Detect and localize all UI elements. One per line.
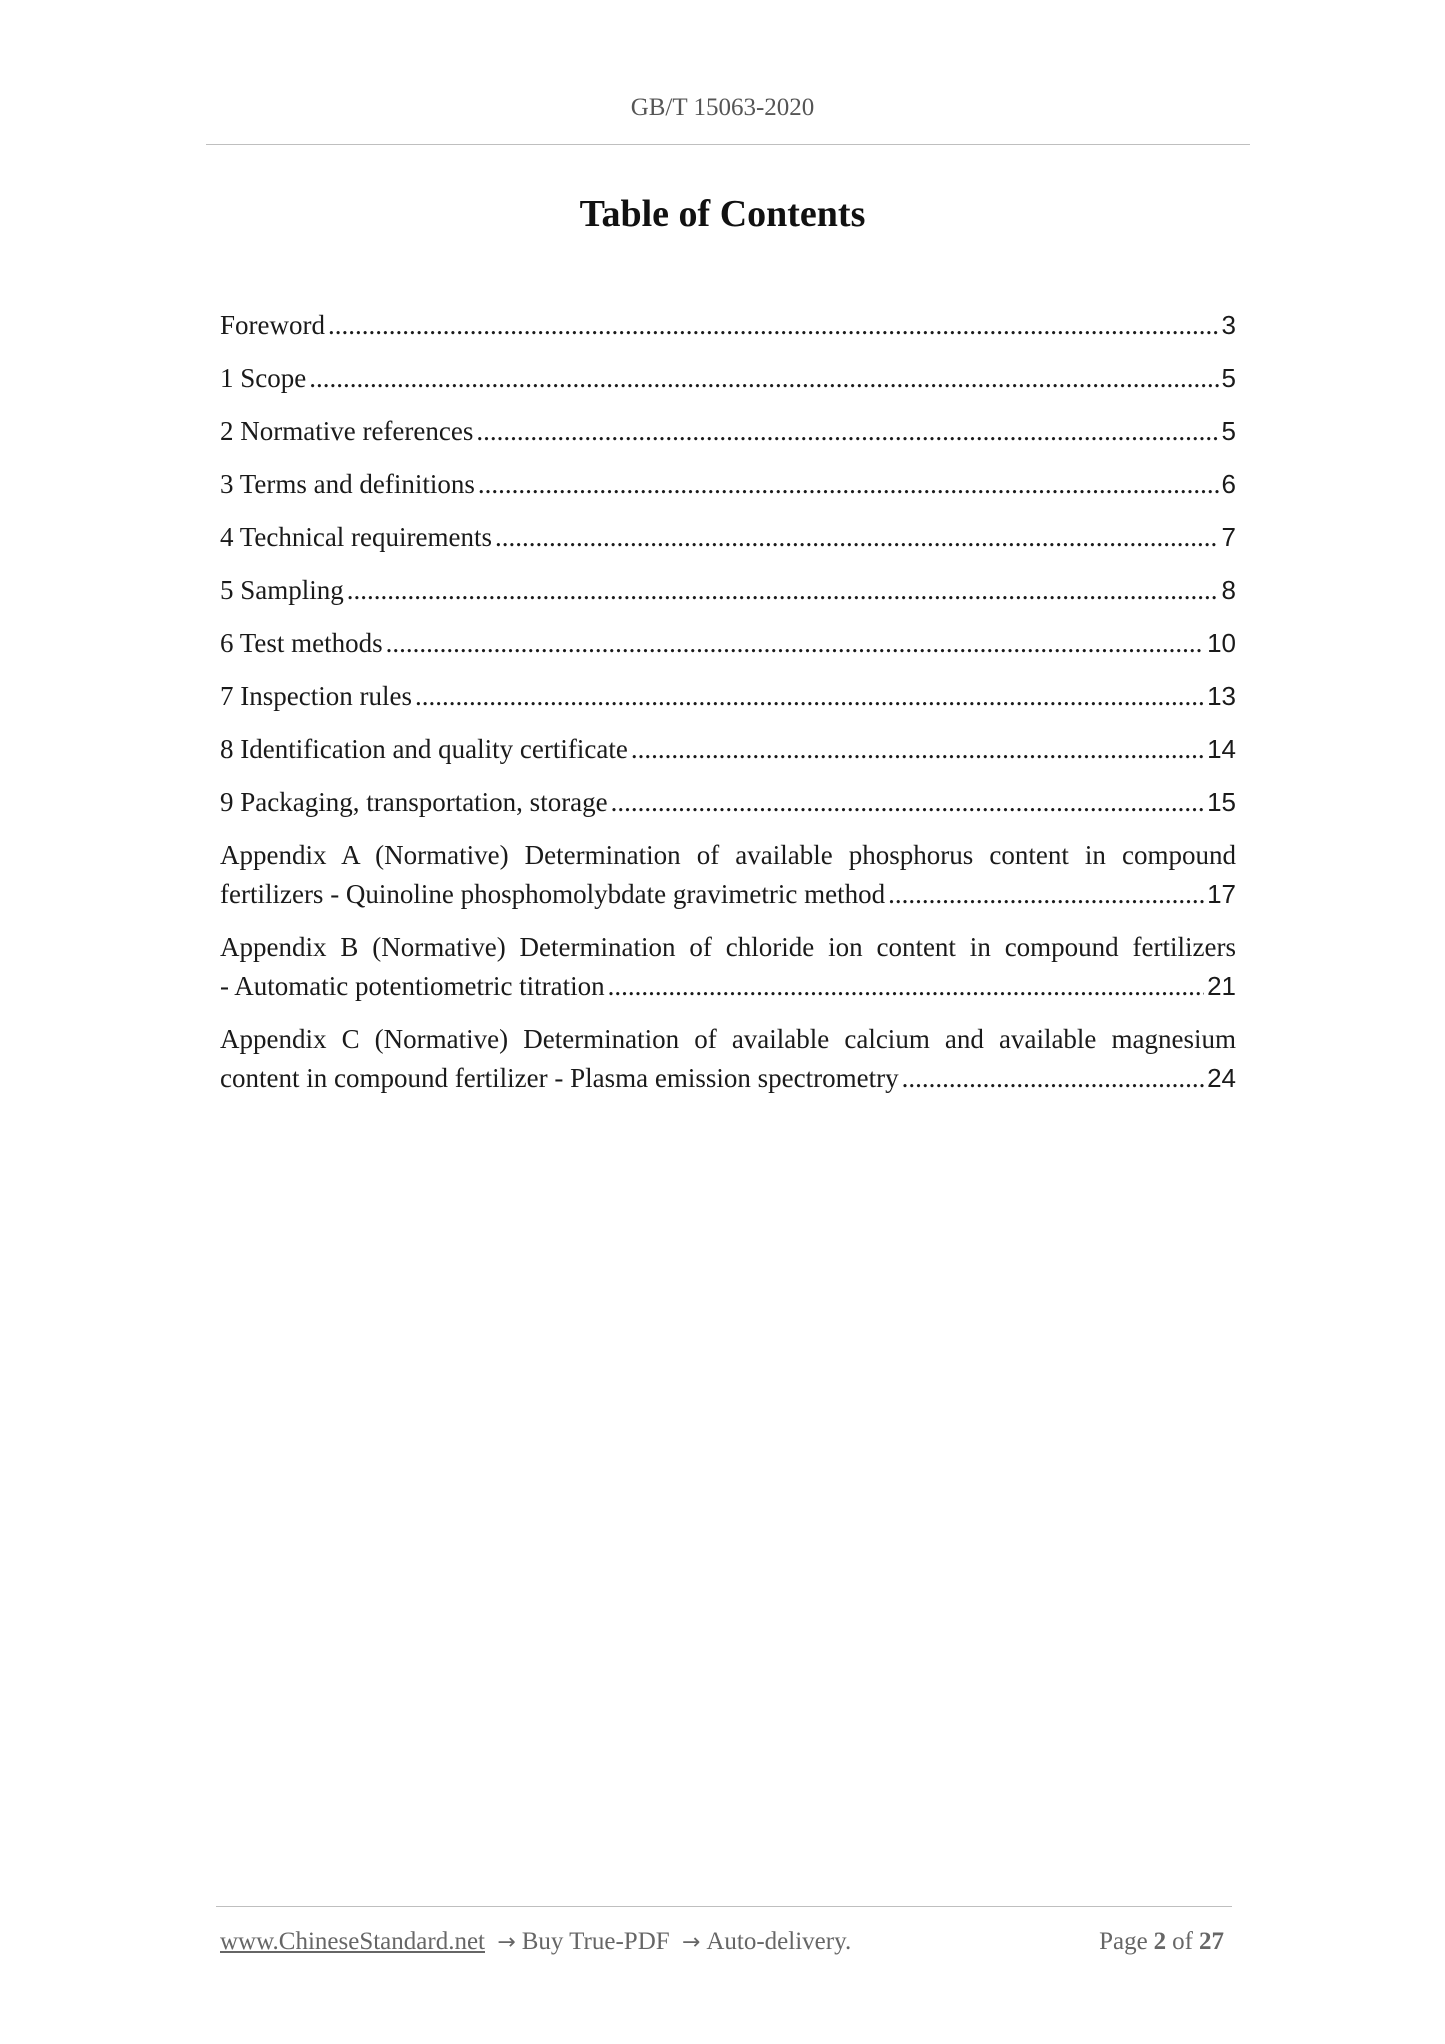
arrow-right-icon: → — [681, 1930, 701, 1955]
toc-entry[interactable] — [220, 836, 1236, 914]
toc-entry-title-line: Appendix B (Normative) Determination of chloride ion content in compound fertilizers — [220, 932, 1236, 962]
buy-true-pdf-text: Buy True-PDF — [521, 1928, 670, 1955]
toc-entry[interactable] — [220, 624, 1236, 663]
toc-page-number: 5 — [1221, 416, 1236, 446]
toc-entry-title: fertilizers - Quinoline phosphomolybdate gravimetric method — [220, 879, 886, 909]
toc-entry-line — [220, 412, 1236, 451]
toc-page-number: 10 — [1207, 628, 1236, 658]
toc-dot-leader — [347, 571, 1219, 610]
arrow-right-icon: → — [497, 1930, 516, 1955]
toc-entry-title: 2 Normative references — [220, 416, 474, 446]
current-page: 2 — [1153, 1928, 1167, 1955]
toc-entry-title: 8 Identification and quality certificate — [220, 734, 628, 764]
toc-entry-line — [220, 571, 1236, 610]
toc-dot-leader — [608, 967, 1204, 1006]
toc-dot-leader — [415, 677, 1204, 716]
toc-page-number: 14 — [1207, 734, 1236, 764]
toc-page-number: 6 — [1221, 469, 1236, 499]
toc-entry[interactable] — [220, 518, 1236, 557]
toc-entry-title: 6 Test methods — [220, 628, 383, 658]
toc-entry-title: 4 Technical requirements — [220, 522, 493, 552]
toc-entry[interactable] — [220, 412, 1236, 451]
auto-delivery-text: Auto-delivery. — [706, 1928, 852, 1955]
website-link[interactable]: www.ChineseStandard.net — [220, 1928, 485, 1955]
toc-entry[interactable] — [220, 730, 1236, 769]
toc-entry-title: Foreword — [220, 310, 325, 340]
toc-entry-line — [220, 306, 1236, 345]
toc-entry-line — [220, 465, 1236, 504]
toc-page-number: 7 — [1221, 522, 1236, 552]
toc-page-number: 17 — [1207, 879, 1236, 909]
toc-entry-line — [220, 875, 1236, 914]
toc-entry-line — [220, 783, 1236, 822]
toc-dot-leader — [309, 359, 1218, 398]
toc-entry-line — [220, 730, 1236, 769]
toc-entry[interactable] — [220, 465, 1236, 504]
toc-dot-leader — [902, 1059, 1205, 1098]
toc-entry-line — [220, 967, 1236, 1006]
page-footer — [220, 1928, 1230, 1956]
toc-entry[interactable] — [220, 306, 1236, 345]
page-of-label: of — [1172, 1928, 1193, 1955]
toc-dot-leader — [611, 783, 1204, 822]
toc-dot-leader — [888, 875, 1204, 914]
toc-page-number: 15 — [1207, 787, 1236, 817]
total-pages: 27 — [1199, 1928, 1224, 1955]
toc-entry[interactable] — [220, 677, 1236, 716]
footer-divider — [216, 1906, 1232, 1907]
toc-entry-title: 1 Scope — [220, 363, 307, 393]
toc-entry-line — [220, 624, 1236, 663]
toc-entry[interactable] — [220, 783, 1236, 822]
toc-entry-title: 7 Inspection rules — [220, 681, 412, 711]
toc-dot-leader — [476, 412, 1218, 451]
toc-entry[interactable] — [220, 571, 1236, 610]
toc-entry-line — [220, 1059, 1236, 1098]
toc-page-number: 21 — [1207, 971, 1236, 1001]
toc-entry-title: - Automatic potentiometric titration — [220, 971, 605, 1001]
toc-page-number: 3 — [1221, 310, 1236, 340]
toc-entry[interactable] — [220, 928, 1236, 1006]
toc-dot-leader — [631, 730, 1204, 769]
toc-page-number: 24 — [1207, 1063, 1236, 1093]
toc-dot-leader — [386, 624, 1204, 663]
footer-promo — [220, 1928, 851, 1956]
toc-entry-title-line: Appendix C (Normative) Determination of available calcium and available magnesium — [220, 1024, 1236, 1054]
page-title: Table of Contents — [579, 193, 866, 235]
toc-entry-line — [220, 677, 1236, 716]
page-label: Page — [1099, 1928, 1148, 1955]
toc-entry-line — [220, 359, 1236, 398]
table-of-contents — [220, 306, 1236, 1112]
toc-entry[interactable] — [220, 1020, 1236, 1098]
toc-entry-title: 5 Sampling — [220, 575, 344, 605]
header-divider — [206, 144, 1250, 145]
toc-dot-leader — [478, 465, 1219, 504]
toc-entry-title: 9 Packaging, transportation, storage — [220, 787, 608, 817]
toc-entry-title-line: Appendix A (Normative) Determination of available phosphorus content in compound — [220, 840, 1236, 870]
document-id-header: GB/T 15063-2020 — [630, 94, 815, 121]
toc-dot-leader — [495, 518, 1219, 557]
toc-page-number: 8 — [1221, 575, 1236, 605]
page-number — [1099, 1928, 1230, 1956]
toc-page-number: 5 — [1221, 363, 1236, 393]
toc-entry[interactable] — [220, 359, 1236, 398]
toc-entry-title: 3 Terms and definitions — [220, 469, 475, 499]
toc-entry-line — [220, 518, 1236, 557]
toc-dot-leader — [328, 306, 1219, 345]
toc-page-number: 13 — [1207, 681, 1236, 711]
toc-entry-title: content in compound fertilizer - Plasma emission spectrometry — [220, 1063, 899, 1093]
